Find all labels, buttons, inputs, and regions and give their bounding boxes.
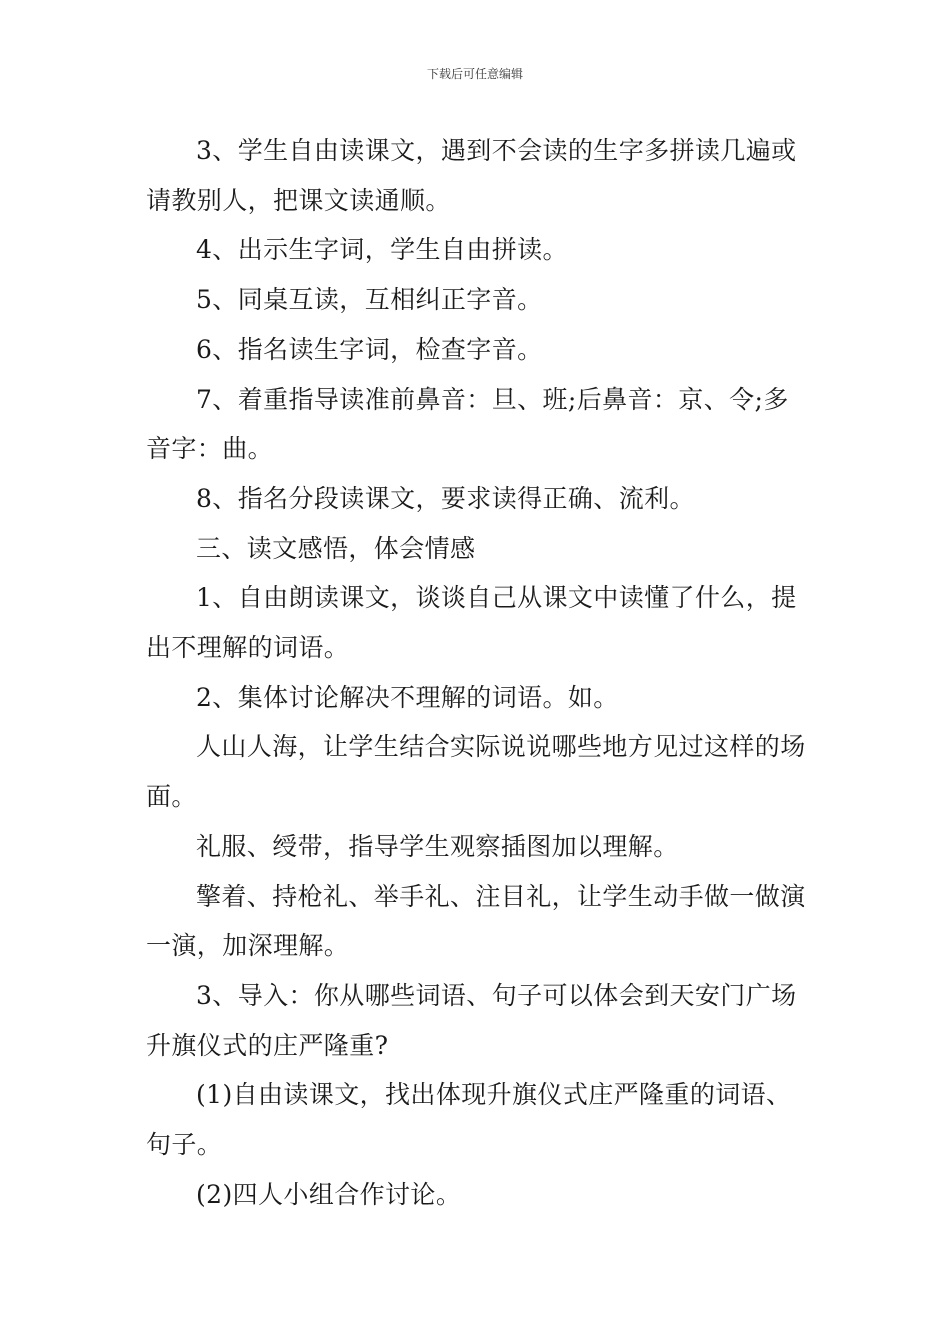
paragraph-step-3-read-freely: 3、学生自由读课文，遇到不会读的生字多拼读几遍或请教别人，把课文读通顺。 xyxy=(146,136,797,215)
page-header-note: 下载后可任意编辑 xyxy=(426,67,523,81)
paragraph-item-1-read-aloud: 1、自由朗读课文，谈谈自己从课文中读懂了什么，提出不理解的词语。 xyxy=(146,583,797,663)
paragraph-step-4-show-words: 4、出示生字词，学生自由拼读。 xyxy=(196,235,568,265)
paragraph-subitem-2: (2)四人小组合作讨论。 xyxy=(196,1179,462,1209)
paragraph-example-salute: 擎着、持枪礼、举手礼、注目礼，让学生动手做一做演一演，加深理解。 xyxy=(146,881,806,961)
section-heading-3: 三、读文感悟，体会情感 xyxy=(196,533,476,563)
paragraph-step-6-check-pronunciation: 6、指名读生字词，检查字音。 xyxy=(196,334,543,364)
paragraph-item-3-introduction: 3、导入：你从哪些词语、句子可以体会到天安门广场升旗仪式的庄严隆重? xyxy=(146,980,797,1060)
paragraph-step-5-peer-reading: 5、同桌互读，互相纠正字音。 xyxy=(196,285,543,315)
paragraph-step-8-section-reading: 8、指名分段读课文，要求读得正确、流利。 xyxy=(196,483,695,513)
paragraph-example-uniform: 礼服、绶带，指导学生观察插图加以理解。 xyxy=(196,831,679,861)
paragraph-example-crowd: 人山人海，让学生结合实际说说哪些地方见过这样的场面。 xyxy=(146,732,806,812)
paragraph-step-7-nasal-sounds: 7、着重指导读准前鼻音：旦、班;后鼻音：京、令;多音字：曲。 xyxy=(146,384,789,464)
paragraph-item-2-discussion: 2、集体讨论解决不理解的词语。如。 xyxy=(196,682,619,712)
paragraph-subitem-1: (1)自由读课文，找出体现升旗仪式庄严隆重的词语、句子。 xyxy=(146,1080,792,1160)
document-body xyxy=(146,126,812,1219)
